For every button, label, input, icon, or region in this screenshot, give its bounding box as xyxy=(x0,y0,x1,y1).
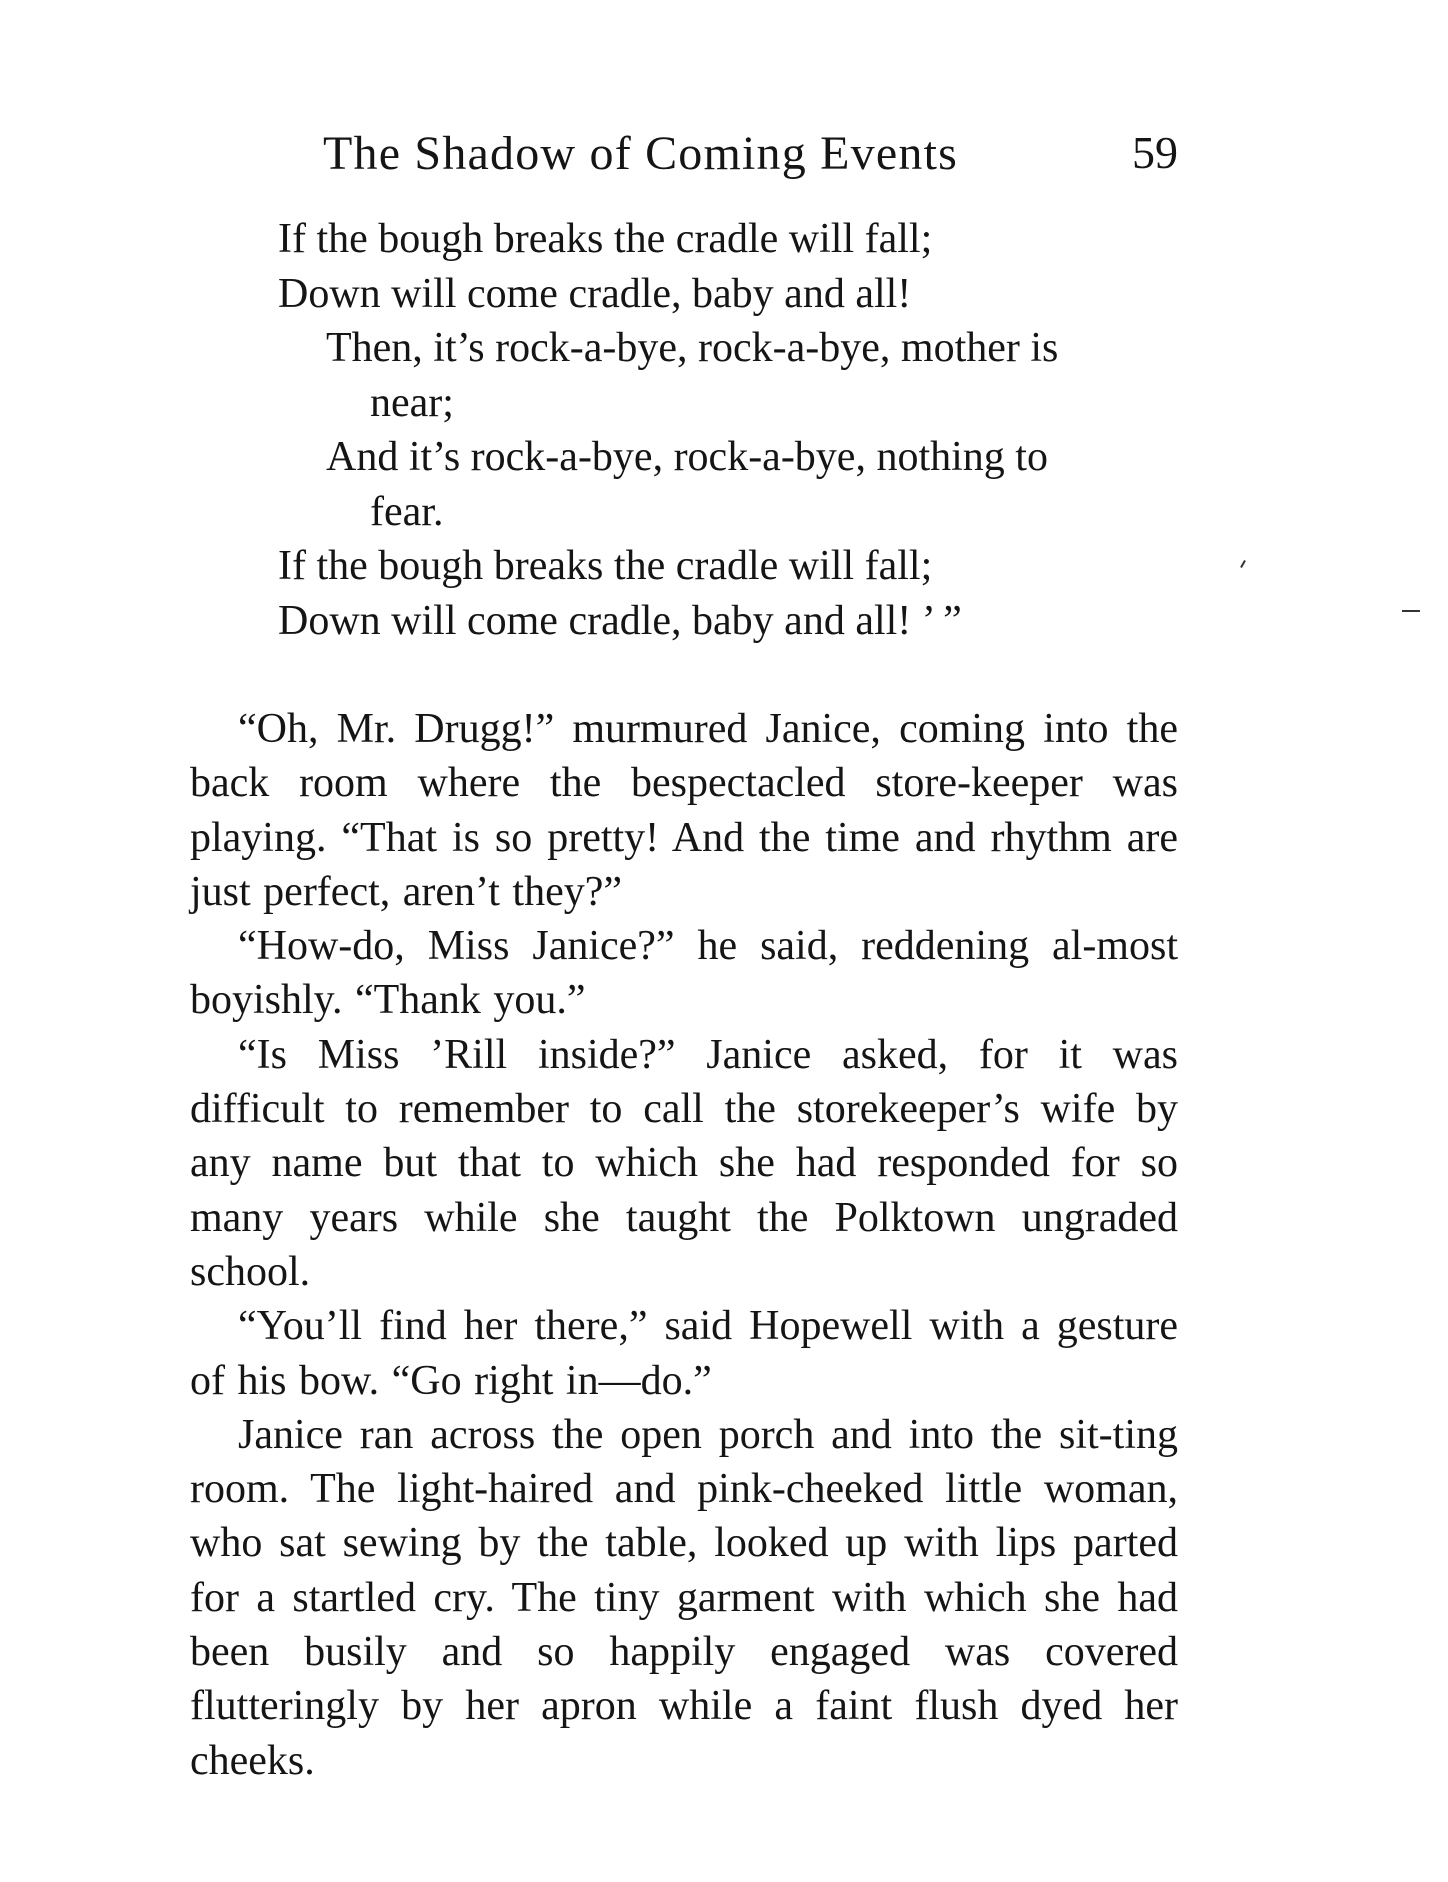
poem-stanza xyxy=(278,212,1178,648)
poem-line: fear. xyxy=(370,488,444,535)
paragraph: “Oh, Mr. Drugg!” murmured Janice, coming into the back room where the bespectacled store-keeper was playing. “That is so pretty! And the time and rhythm are just perfect, aren’t they?” xyxy=(190,706,1178,915)
poem-line: If the bough breaks the cradle will fall; xyxy=(278,216,933,262)
paragraph: “Is Miss ’Rill inside?” Janice asked, for it was difficult to remember to call the storekeeper’s wife by any name but that to which she had responded for so many years while she taught the Polktown ungraded school. xyxy=(190,1031,1178,1295)
poem-line: near; xyxy=(370,379,454,426)
running-head xyxy=(323,126,1178,186)
scan-speck xyxy=(1402,610,1420,612)
poem-line: Then, it’s rock-a-bye, rock-a-bye, mother is xyxy=(326,325,1059,371)
poem-line: And it’s rock-a-bye, rock-a-bye, nothing to xyxy=(326,434,1048,480)
page-number: 59 xyxy=(1132,127,1178,178)
paragraph: “How-do, Miss Janice?” he said, reddening al-most boyishly. “Thank you.” xyxy=(190,923,1178,1024)
poem-line: Down will come cradle, baby and all! ’ ” xyxy=(278,597,962,644)
body-text xyxy=(190,702,1178,1788)
poem-line: If the bough breaks the cradle will fall; xyxy=(278,543,933,589)
poem-line: Down will come cradle, baby and all! xyxy=(278,270,912,317)
scan-speck xyxy=(1240,560,1246,568)
paragraph: Janice ran across the open porch and into the sit-ting room. The light-haired and pink-cheeked little woman, who sat sewing by the table, looked up with lips parted for a startled cry. The tiny garment with which she had been busily and so happily engaged was covered flutteringly by her apron while a faint flush dyed her cheeks. xyxy=(190,1411,1178,1784)
running-title: The Shadow of Coming Events xyxy=(323,127,959,180)
paragraph: “You’ll find her there,” said Hopewell with a gesture of his bow. “Go right in—do.” xyxy=(190,1303,1178,1404)
